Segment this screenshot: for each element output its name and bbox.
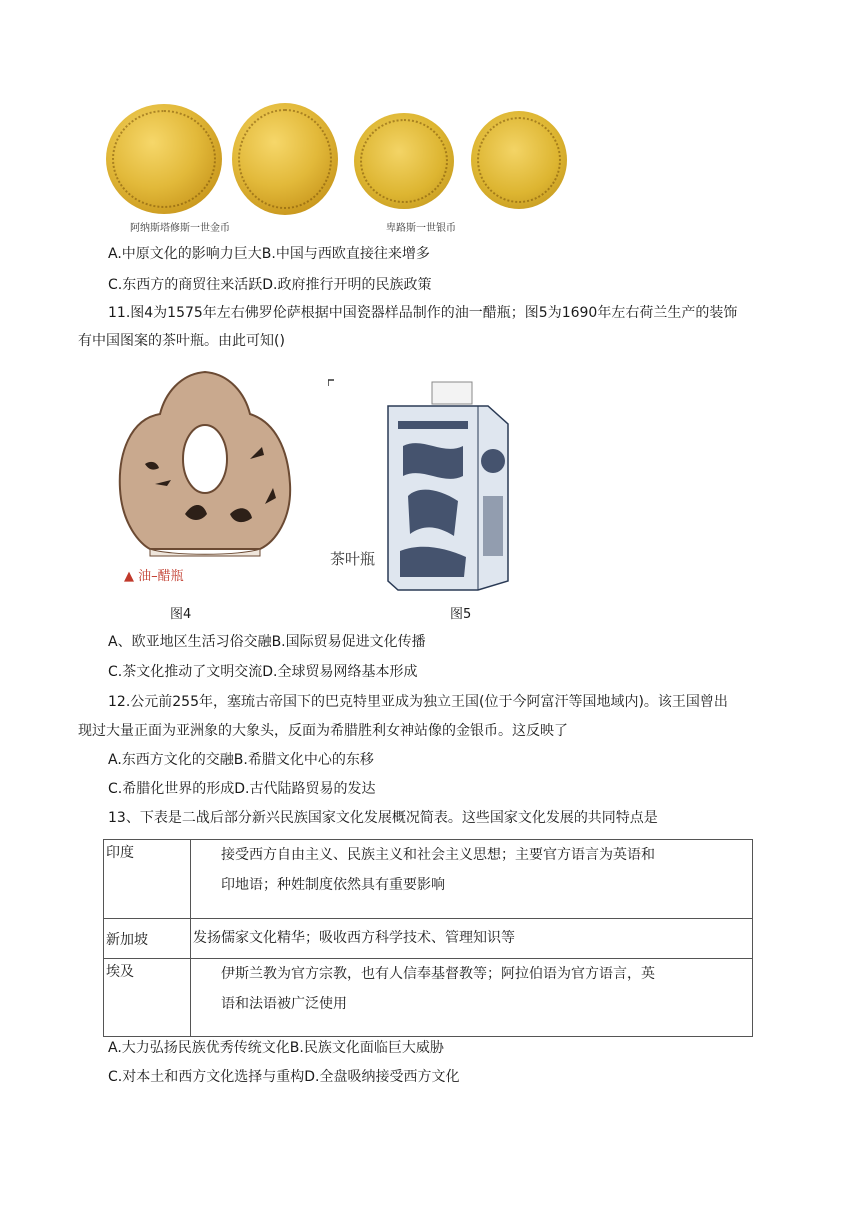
table-row [104,919,753,959]
description-line: 语和法语被广泛使用 [221,996,347,1012]
q11-option-ab: A、欧亚地区生活习俗交融B.国际贸易促进文化传播 [108,634,426,650]
q11-stem-line2: 有中国图案的茶叶瓶。由此可知() [78,333,285,349]
table-cell-description [191,840,753,919]
oil-vinegar-bottle-figure [110,364,300,594]
tea-caddy-figure [328,376,526,598]
anastasius-coin-caption: 阿纳斯塔修斯一世金币 [130,223,230,234]
table-cell-description [191,919,753,959]
description-line: 接受西方自由主义、民族主义和社会主义思想；主要官方语言为英语和 [221,847,655,863]
q12-option-cd: C.希腊化世界的形成D.古代陆路贸易的发达 [108,781,376,797]
q13-option-cd: C.对本土和西方文化选择与重构D.全盘吸纳接受西方文化 [108,1069,460,1085]
q11-stem-line1: 11.图4为1575年左右佛罗伦萨根据中国瓷器样品制作的油一醋瓶；图5为1690年左右荷兰生产的装饰 [108,305,738,321]
anastasius-coin-obverse-image [106,104,222,214]
table-cell-country: 印度 [104,840,191,919]
table-row [104,959,753,1037]
q10-option-cd: C.东西方的商贸往来活跃D.政府推行开明的民族政策 [108,277,432,293]
description-line: 发扬儒家文化精华；吸收西方科学技术、管理知识等 [193,930,515,946]
fig5-caption: 图5 [450,607,472,622]
table-cell-country: 新加坡 [104,919,191,959]
q10-option-ab: A.中原文化的影响力巨大B.中国与西欧直接往来增多 [108,246,430,262]
anastasius-coin-reverse-image [232,103,338,215]
description-line: 伊斯兰教为官方宗教，也有人信奉基督教等；阿拉伯语为官方语言，英 [221,966,655,982]
q11-option-cd: C.茶文化推动了文明交流D.全球贸易网络基本形成 [108,664,418,680]
peroz-coin-caption: 卑路斯一世银币 [386,223,456,234]
description-line: 印地语；种姓制度依然具有重要影响 [221,877,445,893]
culture-table [103,839,753,1037]
peroz-coin-obverse-image [354,113,454,209]
q12-stem-line1: 12.公元前255年，塞琉古帝国下的巴克特里亚成为独立王国(位于今阿富汗等国地域内)。该王国曾出 [108,694,728,710]
table-cell-description [191,959,753,1037]
fig4-inner-label: ▲ 油–醋瓶 [124,569,184,584]
table-row [104,840,753,919]
q12-stem-line2: 现过大量正面为亚洲象的大象头，反面为希腊胜利女神站像的金银币。这反映了 [78,723,568,739]
oil-vinegar-bottle-image [110,364,300,594]
fig5-inner-label: 茶叶瓶 [330,550,376,568]
q13-option-ab: A.大力弘扬民族优秀传统文化B.民族文化面临巨大威胁 [108,1040,444,1056]
tea-caddy-image [328,376,526,598]
table-cell-country: 埃及 [104,959,191,1037]
q13-stem: 13、下表是二战后部分新兴民族国家文化发展概况简表。这些国家文化发展的共同特点是 [108,810,658,826]
peroz-coin-reverse-image [471,111,567,209]
q12-option-ab: A.东西方文化的交融B.希腊文化中心的东移 [108,752,374,768]
fig4-caption: 图4 [170,607,192,622]
